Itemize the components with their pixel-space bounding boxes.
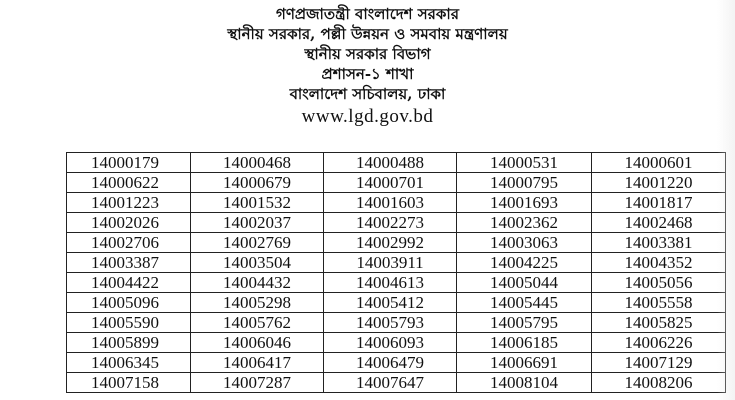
roll-number-cell: 14003504 (191, 253, 324, 273)
division-title: স্থানীয় সরকার বিভাগ (304, 45, 431, 63)
ministry-title: স্থানীয় সরকার, পল্লী উন্নয়ন ও সমবায় মন্ত্রণালয় (227, 25, 508, 43)
roll-number-cell: 14002769 (191, 233, 324, 253)
document-header (0, 4, 735, 129)
table-row (67, 173, 726, 193)
roll-number-cell: 14002468 (592, 213, 726, 233)
table-row (67, 273, 726, 293)
roll-number-cell: 14005445 (457, 293, 592, 313)
roll-number-cell: 14001223 (67, 193, 191, 213)
roll-number-cell: 14005825 (592, 313, 726, 333)
roll-number-cell: 14005762 (191, 313, 324, 333)
roll-number-cell: 14005044 (457, 273, 592, 293)
table-row (67, 213, 726, 233)
roll-number-cell: 14004225 (457, 253, 592, 273)
roll-number-cell: 14007129 (592, 353, 726, 373)
roll-number-cell: 14007287 (191, 373, 324, 393)
roll-number-cell: 14000795 (457, 173, 592, 193)
roll-number-cell: 14001817 (592, 193, 726, 213)
roll-number-cell: 14005899 (67, 333, 191, 353)
roll-number-cell: 14005412 (324, 293, 457, 313)
roll-number-cell: 14006185 (457, 333, 592, 353)
roll-number-cell: 14005590 (67, 313, 191, 333)
roll-number-cell: 14006226 (592, 333, 726, 353)
roll-number-cell: 14001693 (457, 193, 592, 213)
roll-number-cell: 14006417 (191, 353, 324, 373)
roll-number-cell: 14006691 (457, 353, 592, 373)
roll-number-cell: 14003387 (67, 253, 191, 273)
table-row (67, 333, 726, 353)
roll-number-cell: 14000179 (67, 153, 191, 173)
table-row (67, 193, 726, 213)
roll-number-cell: 14002026 (67, 213, 191, 233)
roll-number-cell: 14007158 (67, 373, 191, 393)
table-row (67, 253, 726, 273)
roll-number-cell: 14002273 (324, 213, 457, 233)
roll-number-table (66, 152, 726, 393)
government-title: গণপ্রজাতন্ত্রী বাংলাদেশ সরকার (276, 5, 459, 23)
roll-number-cell: 14004613 (324, 273, 457, 293)
roll-number-cell: 14000701 (324, 173, 457, 193)
roll-number-cell: 14008206 (592, 373, 726, 393)
page-edge-shade (717, 0, 735, 400)
roll-number-cell: 14006345 (67, 353, 191, 373)
roll-number-cell: 14005795 (457, 313, 592, 333)
roll-number-cell: 14005793 (324, 313, 457, 333)
table-row (67, 353, 726, 373)
roll-number-cell: 14004422 (67, 273, 191, 293)
roll-number-cell: 14000622 (67, 173, 191, 193)
branch-title: প্রশাসন-১ শাখা (321, 65, 414, 83)
roll-number-table-container (66, 152, 725, 393)
roll-number-cell: 14001532 (191, 193, 324, 213)
roll-number-cell: 14003381 (592, 233, 726, 253)
table-row (67, 373, 726, 393)
roll-number-cell: 14000679 (191, 173, 324, 193)
roll-number-cell: 14002992 (324, 233, 457, 253)
roll-number-cell: 14006479 (324, 353, 457, 373)
roll-number-cell: 14006093 (324, 333, 457, 353)
roll-number-cell: 14002706 (67, 233, 191, 253)
roll-number-cell: 14003063 (457, 233, 592, 253)
roll-number-cell: 14005298 (191, 293, 324, 313)
roll-number-cell: 14005056 (592, 273, 726, 293)
roll-number-cell: 14000488 (324, 153, 457, 173)
roll-number-cell: 14003911 (324, 253, 457, 273)
roll-number-cell: 14002037 (191, 213, 324, 233)
table-row (67, 293, 726, 313)
table-row (67, 153, 726, 173)
website-url: www.lgd.gov.bd (301, 106, 434, 127)
roll-number-cell: 14004432 (191, 273, 324, 293)
roll-number-cell: 14000531 (457, 153, 592, 173)
roll-number-cell: 14001220 (592, 173, 726, 193)
roll-number-cell: 14000601 (592, 153, 726, 173)
roll-number-cell: 14008104 (457, 373, 592, 393)
table-row (67, 313, 726, 333)
roll-number-cell: 14000468 (191, 153, 324, 173)
secretariat-address: বাংলাদেশ সচিবালয়, ঢাকা (289, 85, 446, 103)
roll-number-cell: 14004352 (592, 253, 726, 273)
roll-number-cell: 14006046 (191, 333, 324, 353)
roll-number-cell: 14005558 (592, 293, 726, 313)
roll-number-cell: 14001603 (324, 193, 457, 213)
roll-number-cell: 14007647 (324, 373, 457, 393)
table-row (67, 233, 726, 253)
roll-number-cell: 14002362 (457, 213, 592, 233)
roll-number-cell: 14005096 (67, 293, 191, 313)
